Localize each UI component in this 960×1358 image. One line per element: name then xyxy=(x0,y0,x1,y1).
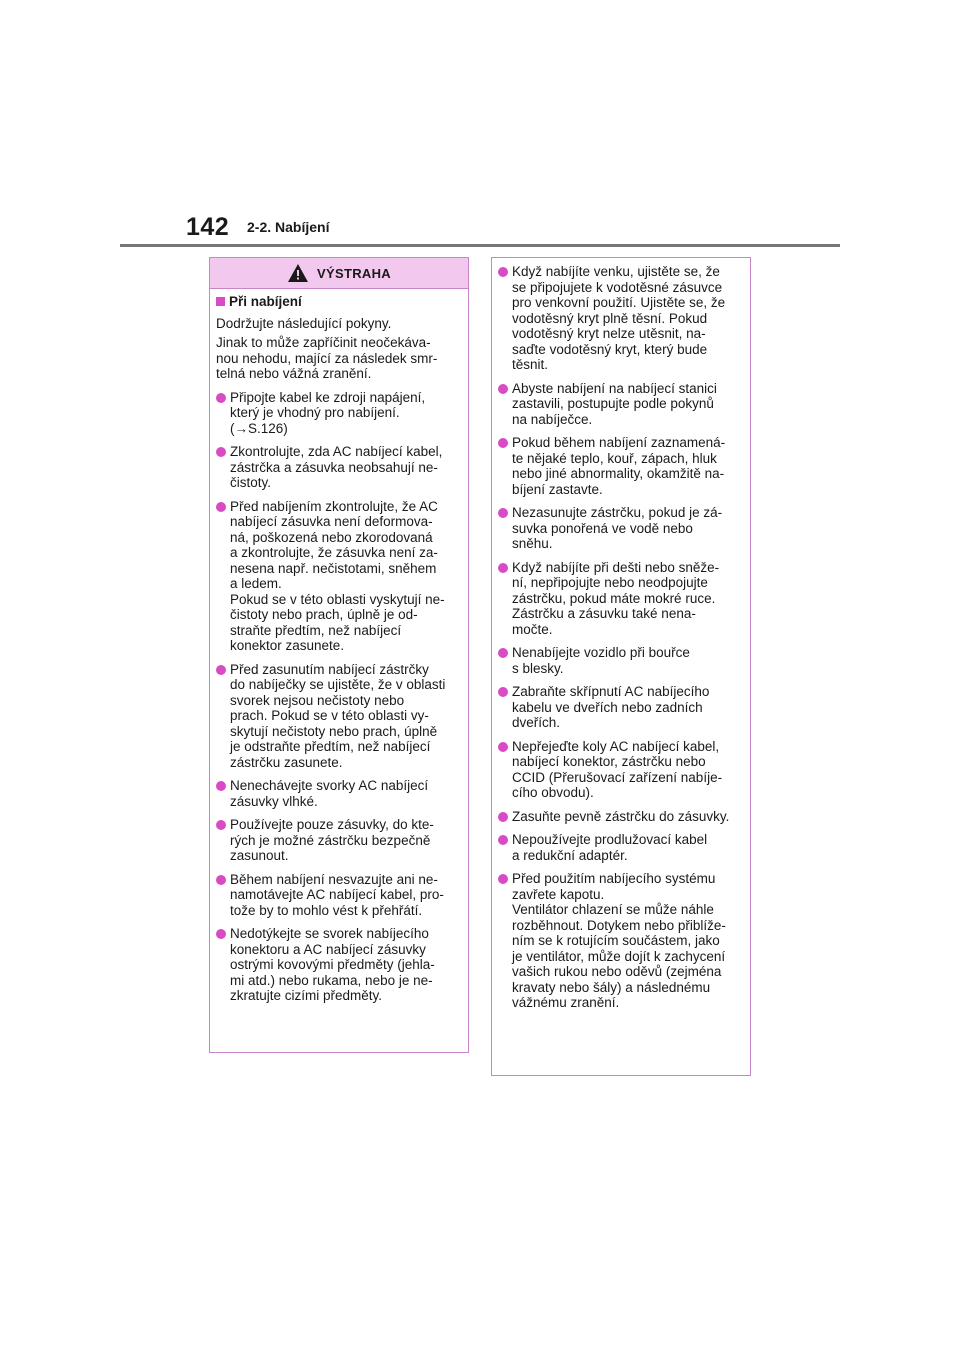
bullet-text: Zasuňte pevně zástrčku do zásuvky. xyxy=(512,808,730,824)
dot-icon xyxy=(216,875,226,885)
warning-body-left xyxy=(210,289,468,1004)
bullet-text: Nezasunujte zástrčku, pokud je zá- suvka ponořená ve vodě nebo sněhu. xyxy=(512,505,723,551)
bullet-text: Nepřejeďte koly AC nabíjecí kabel, nabíjecí konektor, zástrčku nebo CCID (Přerušovací zařízení nabíje- cího obvodu). xyxy=(512,738,723,800)
bullet-item xyxy=(498,505,742,552)
bullet-item xyxy=(498,739,742,801)
subheading xyxy=(216,294,460,310)
warning-title: VÝSTRAHA xyxy=(317,265,391,281)
paragraph: Jinak to může zapříčinit neočekáva- nou nehodu, mající za následek smr- telná nebo vážná zranění. xyxy=(216,335,438,381)
bullet-text: Před zasunutím nabíjecí zástrčky do nabíječky se ujistěte, že v oblasti svorek nejsou nečistoty nebo prach. Pokud se v této oblasti vy- skytují nečistoty nebo prach, úplně je odstraňte předtím, než nabíjecí zástrčku zasunete. xyxy=(230,661,446,770)
warning-triangle-icon xyxy=(287,263,309,283)
dot-icon xyxy=(498,563,508,573)
bullet-text: Když nabíjíte při dešti nebo sněže- ní, nepřipojujte nebo neodpojujte zástrčku, pokud máte mokré ruce. Zástrčku a zásuvku také nena- močte. xyxy=(512,559,720,637)
bullet-item xyxy=(216,444,460,491)
bullet-text: Používejte pouze zásuvky, do kte- rých je možné zástrčku bezpečně zasunout. xyxy=(230,817,434,863)
bullet-text: Zabraňte skřípnutí AC nabíjecího kabelu ve dveřích nebo zadních dveřích. xyxy=(512,684,710,730)
bullet-text: Před použitím nabíjecího systému zavřete kapotu. Ventilátor chlazení se může náhle rozběhnout. Dotykem nebo přiblíže- ním se k rotujícím součástem, jako je ventilátor, může dojít k zachycení vašich rukou nebo oděvů (zejména kravaty nebo šály) a následnému vážnému zranění. xyxy=(512,871,726,1010)
bullet-text: Abyste nabíjení na nabíjecí stanici zastavili, postupujte podle pokynů na nabíječce. xyxy=(512,380,717,427)
dot-icon xyxy=(498,508,508,518)
bullet-item xyxy=(216,817,460,864)
bullet-item xyxy=(216,390,460,437)
dot-icon xyxy=(216,502,226,512)
bullet-text: Zkontrolujte, zda AC nabíjecí kabel, zástrčka a zásuvka neobsahují ne- čistoty. xyxy=(230,444,443,490)
page-number: 142 xyxy=(186,213,230,241)
bullet-text: Nenabíjejte vozidlo při bouřce s blesky. xyxy=(512,645,690,676)
bullet-item xyxy=(498,809,742,825)
header-rule xyxy=(120,244,840,247)
bullet-text: Připojte kabel ke zdroji napájení, který je vhodný pro nabíjení. (→S.126) xyxy=(230,389,426,436)
bullet-item xyxy=(498,871,742,1011)
bullet-item xyxy=(498,684,742,731)
warning-body-right xyxy=(492,258,750,1011)
dot-icon xyxy=(498,742,508,752)
square-icon xyxy=(216,297,225,306)
bullet-item xyxy=(216,872,460,919)
bullet-item xyxy=(498,832,742,863)
dot-icon xyxy=(216,393,226,403)
dot-icon xyxy=(498,384,508,394)
bullet-item xyxy=(216,778,460,809)
bullet-text: Nenechávejte svorky AC nabíjecí zásuvky vlhké. xyxy=(230,778,429,809)
bullet-text: Když nabíjíte venku, ujistěte se, že se připojujete k vodotěsné zásuvce pro venkovní použití. Ujistěte se, že vodotěsný kryt plně těsní. Pokud vodotěsný kryt nelze utěsnit, na- saďte vodotěsný kryt, který bude těsnit. xyxy=(512,264,726,372)
paragraph: Dodržujte následující pokyny. xyxy=(216,315,392,331)
subheading-text: Při nabíjení xyxy=(229,294,302,309)
bullet-text: Pokud během nabíjení zaznamená- te nějaké teplo, kouř, zápach, hluk nebo jiné abnormality, okamžitě na- bíjení zastavte. xyxy=(512,435,726,497)
dot-icon xyxy=(216,447,226,457)
dot-icon xyxy=(498,812,508,822)
dot-icon xyxy=(216,820,226,830)
bullet-item xyxy=(498,435,742,497)
dot-icon xyxy=(216,781,226,791)
warning-box-right xyxy=(491,257,751,1076)
bullet-item xyxy=(216,499,460,654)
bullet-text: Během nabíjení nesvazujte ani ne- namotávejte AC nabíjecí kabel, pro- tože by to mohlo vést k přehřátí. xyxy=(230,871,444,918)
dot-icon xyxy=(498,835,508,845)
bullet-item xyxy=(498,560,742,638)
dot-icon xyxy=(498,648,508,658)
bullet-text: Nepoužívejte prodlužovací kabel a redukční adaptér. xyxy=(512,832,708,863)
bullet-text: Nedotýkejte se svorek nabíjecího konektoru a AC nabíjecí zásuvky ostrými kovovými předměty (jehla- mi atd.) nebo rukama, nebo je ne- zkratujte cizími předměty. xyxy=(230,926,435,1003)
dot-icon xyxy=(498,874,508,884)
warning-box-left xyxy=(209,257,469,1053)
warning-header xyxy=(210,258,468,289)
bullet-item xyxy=(498,645,742,676)
dot-icon xyxy=(216,665,226,675)
dot-icon xyxy=(216,929,226,939)
bullet-item xyxy=(498,264,742,373)
bullet-item xyxy=(216,662,460,771)
dot-icon xyxy=(498,438,508,448)
section-title: 2-2. Nabíjení xyxy=(247,219,330,235)
bullet-text: Před nabíjením zkontrolujte, že AC nabíjecí zásuvka není deformova- ná, poškozená nebo zkorodovaná a zkontrolujte, že zásuvka není za- nesena např. nečistotami, sněhem a ledem. Pokud se v této oblasti vyskytují ne- čistoty nebo prach, úplně je od- straňte předtím, než nabíjecí konektor zasunete. xyxy=(230,498,445,653)
bullet-item xyxy=(216,926,460,1004)
dot-icon xyxy=(498,267,508,277)
bullet-item xyxy=(498,381,742,428)
dot-icon xyxy=(498,687,508,697)
